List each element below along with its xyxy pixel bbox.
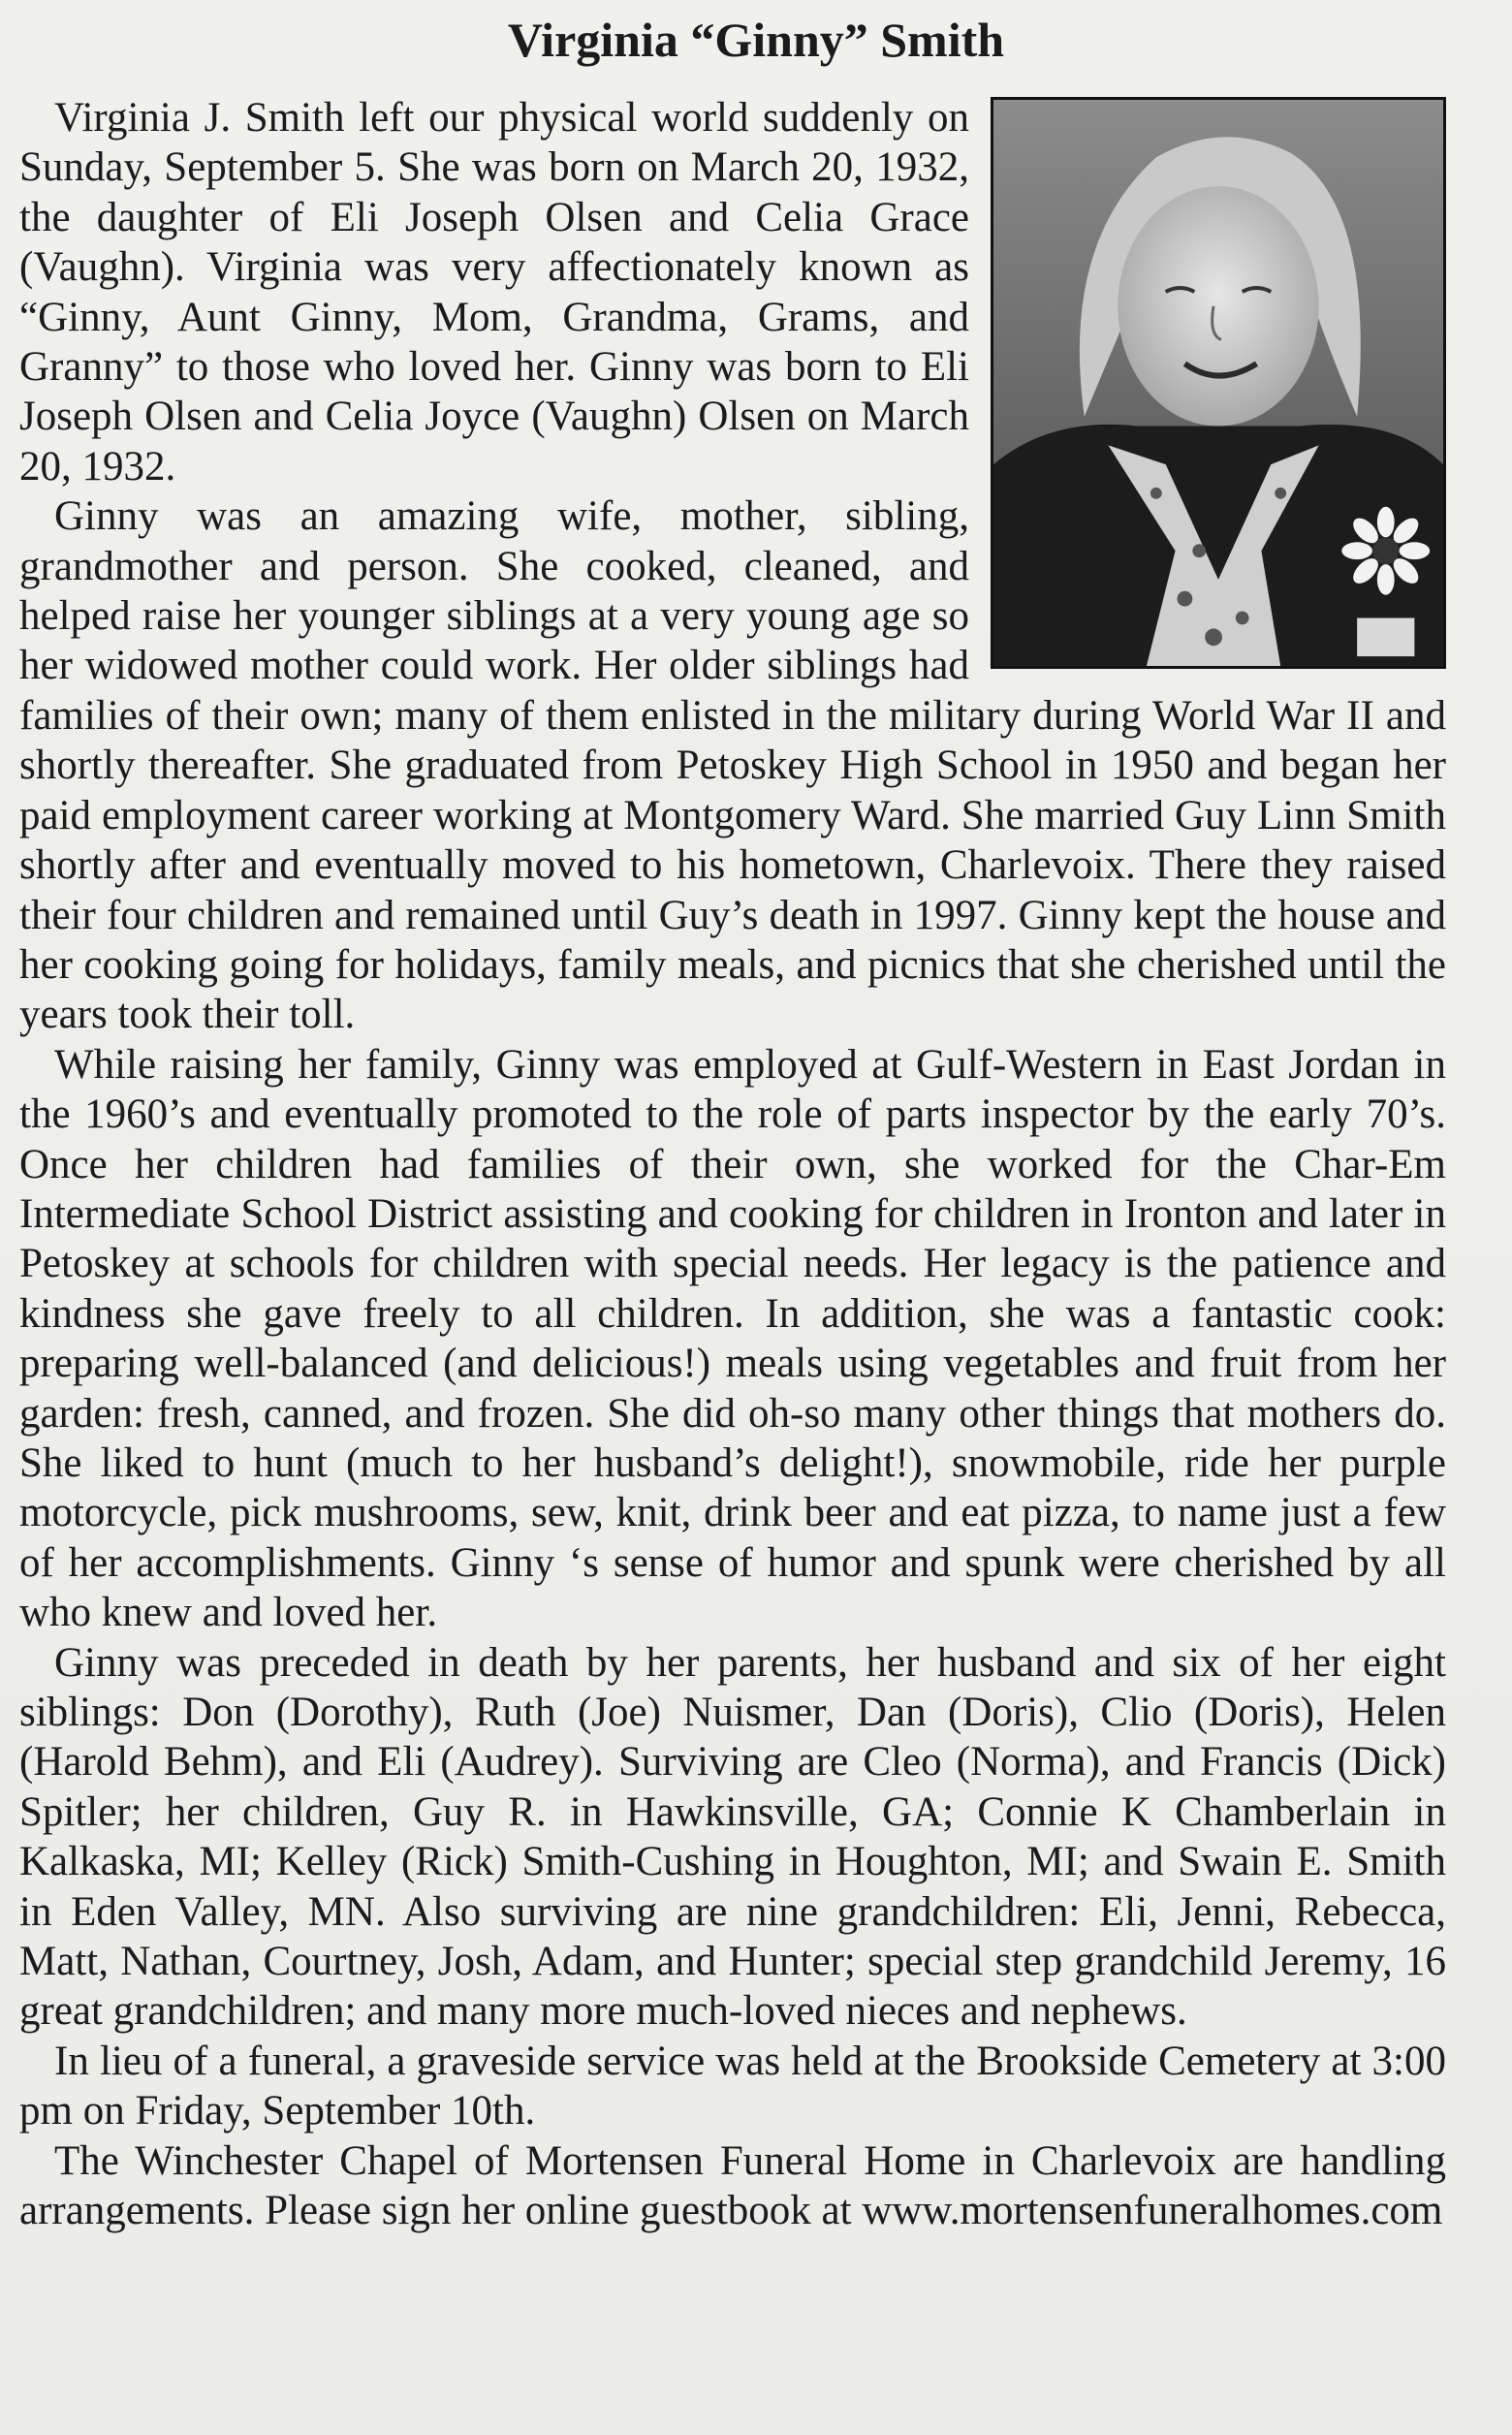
photo-wrap-spacer [969, 93, 1446, 686]
paragraph-career: While raising her family, Ginny was employed at Gulf-Western in East Jordan in the 1960’s and eventually promoted to the role of parts inspector by the early 70’s. Once her children had families of their own, she worked for the Char-Em Intermediate School District assisting and cooking for children in Ironton and later in Petoskey at schools for children with special needs. Her legacy is the patience and kindness she gave freely to all children. In addition, she was a fantastic cook: preparing well-balanced (and delicious!) meals using vegetables and fruit from her garden: fresh, canned, and frozen. She did oh-so many other things that mothers do. She liked to hunt (much to her husband’s delight!), snowmobile, ride her purple motorcycle, pick mushrooms, sew, knit, drink beer and eat pizza, to name just a few of her accomplishments. Ginny ‘s sense of humor and spunk were cherished by all who knew and loved her. [19, 1041, 1446, 1636]
paragraph-survivors: Ginny was preceded in death by her parents, her husband and six of her eight siblings: Don (Dorothy), Ruth (Joe) Nuismer, Dan (Doris), Clio (Doris), Helen (Harold Behm), and Eli (Audrey). Surviving are Cleo (Norma), and Francis (Dick) Spitler; her children, Guy R. in Hawkinsville, GA; Connie K Chamberlain in Kalkaska, MI; Kelley (Rick) Smith-Cushing in Houghton, MI; and Swain E. Smith in Eden Valley, MN. Also surviving are nine grandchildren: Eli, Jenni, Rebecca, Matt, Nathan, Courtney, Josh, Adam, and Hunter; special step grandchild Jeremy, 16 great grandchildren; and many more much-loved nieces and nephews. [19, 1639, 1446, 2035]
paragraph-family-life: Ginny was an amazing wife, mother, sibling, grandmother and person. She cooked, cleaned, and helped raise her younger siblings at a very young age so her widowed mother could work. Her older siblings had families of their own; many of them enlisted in the military during World War II and shortly thereafter. She graduated from Petoskey High School in 1950 and began her paid employment career working at Montgomery Ward. She married Guy Linn Smith shortly after and eventually moved to his hometown, Charlevoix. There they raised their four children and remained until Guy’s death in 1997. Ginny kept the house and her cooking going for holidays, family meals, and picnics that she cherished until the years took their toll. [19, 493, 1446, 1038]
obituary-body [19, 93, 1446, 2235]
paragraph-intro: Virginia J. Smith left our physical world suddenly on Sunday, September 5. She was born on March 20, 1932, the daughter of Eli Joseph Olsen and Celia Grace (Vaughn). Virginia was very affectionately known as “Ginny, Aunt Ginny, Mom, Grandma, Grams, and Granny” to those who loved her. Ginny was born to Eli Joseph Olsen and Celia Joyce (Vaughn) Olsen on March 20, 1932. [19, 95, 969, 490]
obituary-headline: Virginia “Ginny” Smith [507, 13, 1005, 67]
paragraph-service: In lieu of a funeral, a graveside service was held at the Brookside Cemetery at 3:00 pm on Friday, September 10th. [19, 2038, 1446, 2135]
paragraph-arrangements: The Winchester Chapel of Mortensen Funeral Home in Charlevoix are handling arrangements. Please sign her online guestbook at www.mortensenfuneralhomes.com [19, 2137, 1446, 2234]
